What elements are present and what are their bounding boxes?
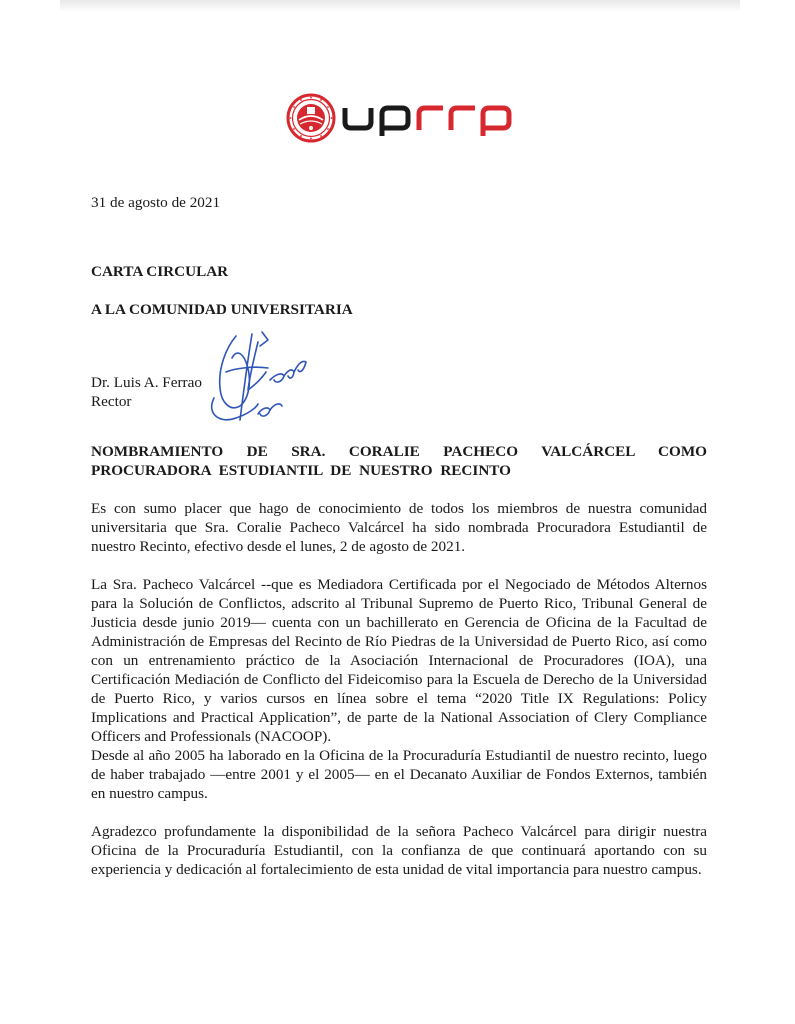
sender-title: Rector [91,393,132,410]
uprrp-logo [285,92,515,144]
uprrp-logo-graphic [285,92,515,144]
signature-graphic [196,328,311,428]
sender-name: Dr. Luis A. Ferrao [91,374,202,391]
letter-heading: CARTA CIRCULAR [91,263,229,280]
body-paragraph-4: Agradezco profundamente la disponibilidad de la señora Pacheco Valcárcel para dirigir nuestra Oficina de la Procuraduría Estudiantil, con la confianza de que continuará aportando con su experiencia y dedicación al fortalecimiento de esta unidad de vital importancia para nuestro campus. [91,823,707,878]
scan-edge-shadow [60,0,740,12]
uprrp-wordmark [345,108,509,136]
letter-recipient: A LA COMUNIDAD UNIVERSITARIA [91,301,353,318]
handwritten-signature [196,328,311,428]
sender-block [91,373,202,411]
letter-subject: NOMBRAMIENTO DE SRA. CORALIE PACHECO VALCÁRCEL COMO PROCURADORA ESTUDIANTIL DE NUESTRO RECINTO [91,443,707,479]
body-paragraph-2: La Sra. Pacheco Valcárcel --que es Mediadora Certificada por el Negociado de Métodos Alternos para la Solución de Conflictos, adscrito al Tribunal Supremo de Puerto Rico, Tribunal General de Justicia desde junio 2019— cuenta con un bachillerato en Gerencia de Oficina de la Facultad de Administración de Empresas del Recinto de Río Piedras de la Universidad de Puerto Rico, así como con un entrenamiento práctico de la Asociación Internacional de Procuradores (IOA), una Certificación Mediación de Conflicto del Fideicomiso para la Escuela de Derecho de la Universidad de Puerto Rico, y varios cursos en línea sobre el tema “2020 Title IX Regulations: Policy Implications and Practical Application”, de parte de la National Association of Clery Compliance Officers and Professionals (NACOOP). [91,576,707,745]
letter-date: 31 de agosto de 2021 [91,194,221,211]
university-seal-icon [288,95,334,141]
body-paragraph-3: Desde al año 2005 ha laborado en la Oficina de la Procuraduría Estudiantil de nuestro recinto, luego de haber trabajado —entre 2001 y el 2005— en el Decanato Auxiliar de Fondos Externos, también en nuestro campus. [91,747,707,802]
body-paragraph-1: Es con sumo placer que hago de conocimiento de todos los miembros de nuestra comunidad universitaria que Sra. Coralie Pacheco Valcárcel ha sido nombrada Procuradora Estudiantil de nuestro Recinto, efectivo desde el lunes, 2 de agosto de 2021. [91,500,707,555]
